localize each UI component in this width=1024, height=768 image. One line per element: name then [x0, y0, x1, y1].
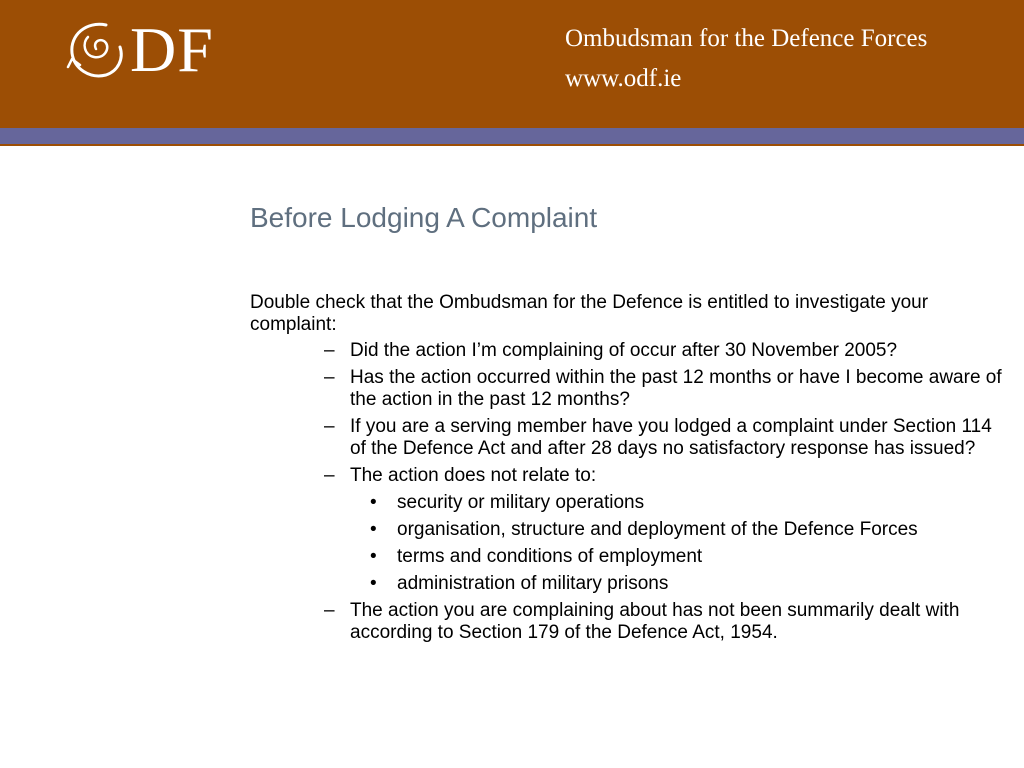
- bullet-marker: •: [370, 546, 377, 567]
- bullet-marker: •: [370, 492, 377, 513]
- list-item: [324, 367, 1010, 411]
- sub-list-item-text: terms and conditions of employment: [397, 546, 703, 567]
- sub-list-item: [370, 492, 957, 514]
- list-item-text: The action does not relate to:: [350, 465, 597, 486]
- bullet-marker: •: [370, 519, 377, 540]
- header-divider: [0, 144, 1024, 146]
- odf-logo: [66, 14, 214, 85]
- list-item-text: Has the action occurred within the past 12 months or have I become aware of the action in the past 12 months?: [350, 367, 1002, 410]
- list-item-text: Did the action I’m complaining of occur after 30 November 2005?: [350, 340, 898, 361]
- slide-body: [250, 292, 1020, 649]
- sub-list-item-text: organisation, structure and deployment of the Defence Forces: [397, 519, 918, 540]
- sub-list-item-text: security or military operations: [397, 492, 645, 513]
- exclusions-list: [350, 492, 1010, 595]
- dash-marker: –: [324, 465, 335, 486]
- dash-marker: –: [324, 600, 335, 621]
- dash-marker: –: [324, 416, 335, 437]
- list-item: [324, 340, 1010, 362]
- list-item: [324, 416, 1010, 460]
- dash-marker: –: [324, 340, 335, 361]
- swirl-logo-icon: [66, 19, 128, 81]
- dash-marker: –: [324, 367, 335, 388]
- list-item: [324, 600, 1010, 644]
- list-item-text: The action you are complaining about has not been summarily dealt with according to Section 179 of the Defence Act, 1954.: [350, 600, 960, 643]
- bullet-marker: •: [370, 573, 377, 594]
- sub-list-item: [370, 546, 957, 568]
- header-banner: [0, 0, 1024, 128]
- sub-list-item: [370, 519, 957, 541]
- list-item-text: If you are a serving member have you lodged a complaint under Section 114 of the Defence Act and after 28 days no satisfactory response has issued?: [350, 416, 992, 459]
- sub-list-item-text: administration of military prisons: [397, 573, 669, 594]
- intro-text: Double check that the Ombudsman for the Defence is entitled to investigate your complaint:: [250, 292, 929, 335]
- header-stripe: [0, 128, 1024, 144]
- slide-title: Before Lodging A Complaint: [250, 202, 598, 233]
- list-item: [324, 465, 1010, 595]
- logo-text: DF: [130, 14, 214, 85]
- sub-list-item: [370, 573, 957, 595]
- org-name: Ombudsman for the Defence Forces: [565, 25, 928, 52]
- criteria-list: [250, 340, 1020, 644]
- org-url[interactable]: www.odf.ie: [565, 65, 682, 92]
